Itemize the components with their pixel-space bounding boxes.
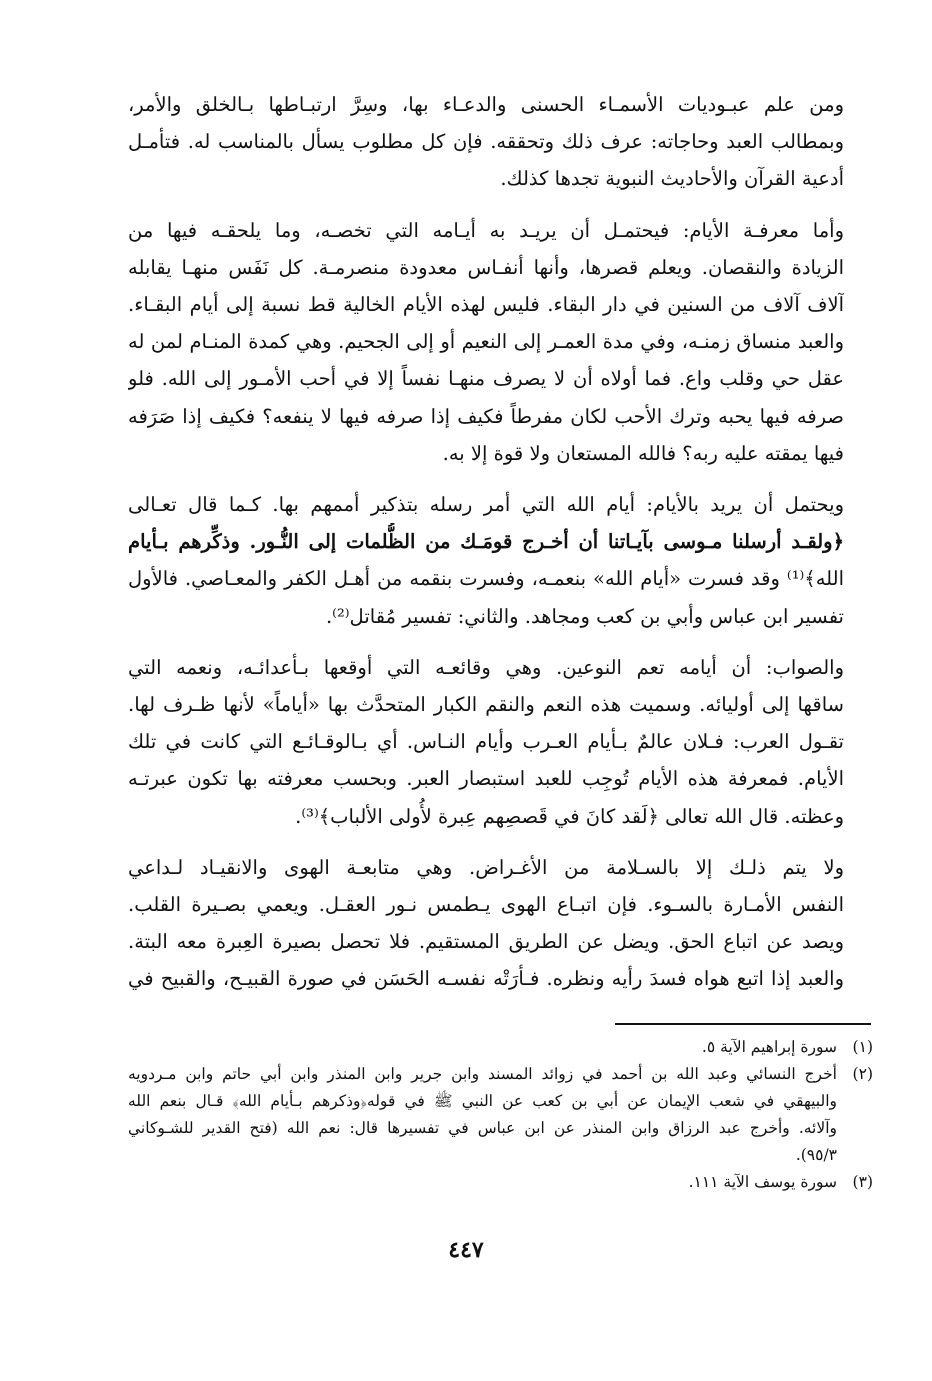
- paragraph-1: [128, 86, 844, 198]
- footnote-text: [128, 1034, 837, 1061]
- text-line: آلاف آلاف من السنين في دار البقاء. فليس لهذه الأيام الخالية قط نسبة إلى أيام البقـاء.: [128, 293, 844, 317]
- text-line: الله﴾⁽¹⁾ وقد فسرت «أيام الله» بنعمـه، وفسرت بنقمه من أهـل الكفر والمعـاصي. فالأول: [128, 567, 844, 591]
- footnote-line: أخرج النسائي وعبد الله بن أحمد في زوائد المسند وابن جرير وابن المنذر وابن أبي حاتم وابن مـردويه: [128, 1065, 837, 1083]
- footnote-number: (٢): [852, 1065, 873, 1083]
- footnote-line: وآلائه. وأخرج عبد الرزاق وابن المنذر عن ابن عباس في تفسيرها قال: نعم الله (فتح القدير للشـوكاني: [128, 1119, 837, 1137]
- text-line: ويصد عن اتباع الحق. ويضل عن الطريق المستقيم. فلا تحصل بصيرة العِبرة معه البتة.: [128, 930, 844, 954]
- text-line: عقل حي وقلب واع. فما أولاه أن لا يصرف منهـا نفساً إلا في أحب الأمـور إلى الله. فلو: [128, 367, 844, 391]
- footnote-line: ٩٥/٣).: [795, 1146, 837, 1164]
- text-line: والصواب: أن أيامه تعم النوعين. وهي وقائعـه التي أوقعها بـأعدائـه، ونعمه التي: [128, 655, 844, 679]
- text-line: فيها يمقته عليه ربه؟ فالله المستعان ولا قوة إلا به.: [442, 441, 844, 465]
- footnote-line: سورة إبراهيم الآية ٥.: [701, 1038, 837, 1056]
- footnote-separator: [615, 1023, 871, 1025]
- paragraph-3: [128, 486, 844, 635]
- paragraph-5: [128, 849, 844, 998]
- text-line: ويحتمل أن يريد بالأيام: أيام الله التي أمر رسله بتذكير أممهم بها. كـما قال تعـالى: [128, 493, 844, 517]
- text-line: تقـول العرب: فـلان عالمٌ بـأيام العـرب وأيام النـاس. أي بـالوقـائـع التي كانت في تلك: [128, 730, 844, 754]
- text-line: النفس الأمـارة بالسـوء. فإن اتبـاع الهوى يـطمس نـور العقـل. ويعمي بصـيرة القلب.: [128, 893, 844, 917]
- quran-verse-line: ﴿ولقـد أرسلنا مـوسى بآيـاتنا أن أخـرج قومَـك من الظُّلمات إلى النُّـور. وذكِّرهم بـأيام: [128, 530, 844, 554]
- text-line: صرفه فيها يحبه وترك الأحب لكان مفرطاً فكيف إذا صرفه فيها لا ينفعه؟ فكيف إذا صَرَفه: [128, 404, 844, 428]
- text-line: الأيام. فمعرفة هذه الأيام تُوجِب للعبد استبصار العبر. وبحسب معرفته بها تكون عبرتـه: [128, 767, 844, 791]
- paragraph-4: [128, 649, 844, 835]
- footnote-line: والبيهقي في شعب الإيمان عن أبي بن كعب عن النبي ﷺ في قوله﴿وذكرهم بـأيام الله﴾ قـال بنعم الله: [128, 1092, 837, 1110]
- footnote-number: (٣): [852, 1173, 873, 1191]
- text-line: الزيادة والنقصان. ويعلم قصرها، وأنها أنفـاس معدودة منصرمـة. كل نَفَس منهـا يقابله: [128, 255, 844, 279]
- footnote-text: [128, 1061, 837, 1169]
- footnote-text: [128, 1169, 837, 1196]
- footnote-1: [128, 1034, 873, 1061]
- footnote-line: سورة يوسف الآية ١١١.: [688, 1173, 837, 1191]
- page-number: ٤٤٧: [448, 1237, 484, 1263]
- footnotes: [128, 1034, 873, 1196]
- text-line: وبمطالب العبد وحاجاته: عرف ذلك وتحققه. فإن كل مطلوب يسأل بالمناسب له. فتأمـل: [128, 130, 844, 154]
- paragraph-2: [128, 212, 844, 472]
- text-line: أدعية القرآن والأحاديث النبوية تجدها كذلك.: [500, 167, 844, 191]
- text-line: ولا يتم ذلـك إلا بالسـلامة من الأغـراض. وهي متابعـة الهوى والانقيـاد لـداعي: [128, 855, 844, 879]
- main-text: [128, 86, 844, 1012]
- text-line: وعظته. قال الله تعالى ﴿لَقد كانَ في قَصصِهم عِبرة لأُولى الألباب﴾⁽³⁾.: [295, 804, 844, 828]
- text-line: والعبد إذا اتبع هواه فسدَ رأيه ونظره. فـأرَتْه نفسـه الحَسَن في صورة القبيـح، والقبيح في: [128, 967, 844, 991]
- text-line: ساقها إلى أوليائه. وسميت هذه النعم والنقم الكبار المتحدَّث بها «أياماً» لأنها ظـرف لها.: [128, 693, 844, 717]
- footnote-2: [128, 1061, 873, 1169]
- footnote-number: (١): [852, 1038, 873, 1056]
- text-line: والعبد منساق زمنـه، وفي مدة العمـر إلى النعيم أو إلى الجحيم. وهي كمدة المنـام لمن له: [128, 330, 844, 354]
- text-line: تفسير ابن عباس وأبي بن كعب ومجاهد. والثاني: تفسير مُقاتل⁽²⁾.: [325, 604, 844, 628]
- text-line: وأما معرفـة الأيام: فيحتمـل أن يريـد به أيـامه التي تخصـه، وما يلحقـه فيها من: [128, 218, 844, 242]
- footnote-3: [128, 1169, 873, 1196]
- text-line: ومن علم عبـوديات الأسمـاء الحسنى والدعـاء بها، وسِرَّ ارتبـاطها بـالخلق والأمر،: [128, 93, 844, 116]
